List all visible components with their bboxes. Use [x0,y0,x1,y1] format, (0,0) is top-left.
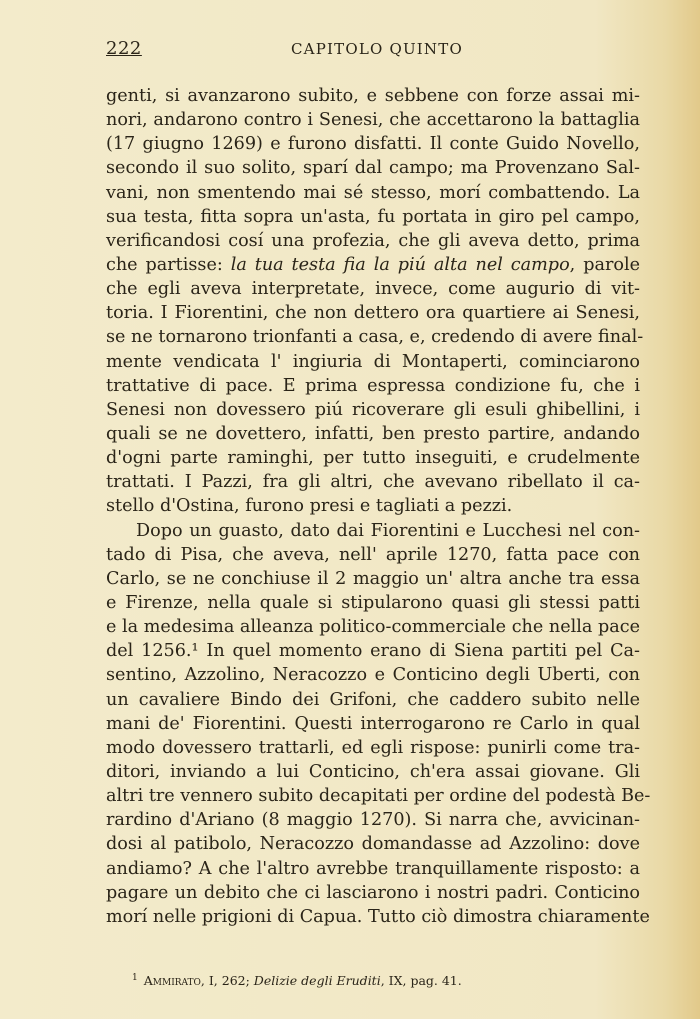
footnote [132,973,632,988]
footnote-author: Ammirato, I, 262; [143,973,254,989]
text-line: nori, andarono contro i Senesi, che accettarono la battaglia [106,110,640,131]
line-text-before: che partisse: [106,254,231,275]
text-line: un cavaliere Bindo dei Grifoni, che caddero subito nelle [106,689,640,710]
text-line: secondo il suo solito, sparí dal campo; ma Provenzano Sal- [106,158,640,179]
text-line: vani, non smentendo mai sé stesso, morí combattendo. La [106,182,640,203]
text-line: pagare un debito che ci lasciarono i nostri padri. Conticino [106,882,640,903]
text-line: mani de' Fiorentini. Questi interrogarono re Carlo in qual [106,713,640,734]
text-line: d'ogni parte raminghi, per tutto inseguiti, e crudelmente [106,448,640,469]
text-line: e Firenze, nella quale si stipularono quasi gli stessi patti [106,592,640,613]
text-line: mente vendicata l' ingiuria di Montaperti, cominciarono [106,351,640,372]
line-text-after: , parole [569,254,640,275]
footnote-title: Delizie degli Eruditi [253,973,381,989]
footnote-rest: , IX, pag. 41. [380,973,462,989]
text-line: quali se ne dovettero, infatti, ben presto partire, andando [106,423,640,444]
text-line: e la medesima alleanza politico-commerciale che nella pace [106,617,640,638]
body-text [106,84,651,929]
text-line: dosi al patibolo, Neracozzo domandasse ad Azzolino: dove [106,834,640,855]
text-line-with-quote [106,253,640,277]
text-line: tado di Pisa, che aveva, nell' aprile 1270, fatta pace con [106,544,640,565]
text-line: (17 giugno 1269) e furono disfatti. Il conte Guido Novello, [106,134,640,155]
text-line: ditori, inviando a lui Conticino, ch'era assai giovane. Gli [106,761,640,782]
text-line: rardino d'Ariano (8 maggio 1270). Si narra che, avvicinan- [106,810,640,831]
text-line: del 1256.¹ In quel momento erano di Siena partiti pel Ca- [106,641,640,662]
text-line: genti, si avanzarono subito, e sebbene con forze assai mi- [106,86,640,106]
text-line: stello d'Ostina, furono presi e tagliati a pezzi. [106,496,513,517]
page-number: 222 [106,38,142,59]
text-line: Carlo, se ne conchiuse il 2 maggio un' altra anche tra essa [106,568,640,589]
text-line: Senesi non dovessero piú ricoverare gli esuli ghibellini, i [106,399,640,420]
text-line: sua testa, fitta sopra un'asta, fu portata in giro pel campo, [106,206,640,227]
text-line: verificandosi cosí una profezia, che gli aveva detto, prima [106,230,640,251]
text-line: sentino, Azzolino, Neracozzo e Conticino degli Uberti, con [106,665,640,686]
text-line: andiamo? A che l'altro avrebbe tranquillamente risposto: a [106,858,640,879]
text-line: trattative di pace. E prima espressa condizione fu, che i [106,375,640,396]
page-header [106,38,640,64]
italic-prophecy: la tua testa fia la piú alta nel campo [230,254,570,275]
text-line: che egli aveva interpretate, invece, come augurio di vit- [106,279,640,300]
text-line: se ne tornarono trionfanti a casa, e, credendo di avere final- [106,327,644,348]
running-title: CAPITOLO QUINTO [291,40,463,58]
text-line: altri tre vennero subito decapitati per ordine del podestà Be- [106,786,651,807]
text-line: modo dovessero trattarli, ed egli rispose: punirli come tra- [106,737,640,758]
footnote-mark: 1 [132,973,138,983]
text-line: morí nelle prigioni di Capua. Tutto ciò dimostra chiaramente [106,906,650,927]
text-line: trattati. I Pazzi, fra gli altri, che avevano ribellato il ca- [106,472,640,493]
text-line: Dopo un guasto, dato dai Fiorentini e Lucchesi nel con- [136,520,640,541]
text-line: toria. I Fiorentini, che non dettero ora quartiere ai Senesi, [106,303,640,324]
